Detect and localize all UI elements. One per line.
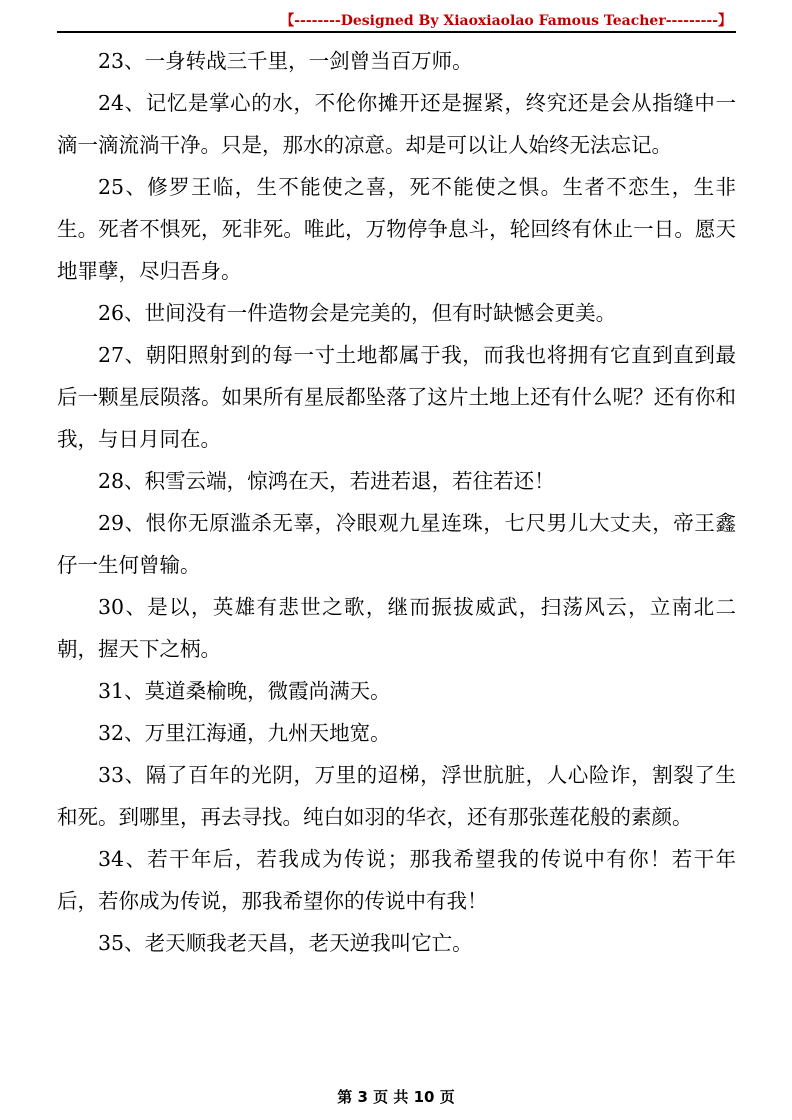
- paragraph-34: 34、若干年后，若我成为传说；那我希望我的传说中有你！若干年后，若你成为传说，那我希望你的传说中有我！: [57, 847, 736, 913]
- paragraph-28: 28、积雪云端，惊鸿在天，若进若退，若往若还！: [98, 469, 555, 493]
- page-number: 第 3 页 共 10 页: [337, 1088, 455, 1106]
- paragraph-32: 32、万里江海通，九州天地宽。: [98, 721, 391, 745]
- paragraph-31: 31、莫道桑榆晚，微霞尚满天。: [98, 679, 391, 703]
- paragraph-26: 26、世间没有一件造物会是完美的，但有时缺憾会更美。: [98, 301, 617, 325]
- page-header: 【--------Designed By Xiaoxiaolao Famous Teacher---------】: [280, 13, 732, 29]
- paragraph-25: 25、修罗王临，生不能使之喜，死不能使之惧。生者不恋生，生非生。死者不惧死，死非死。唯此，万物停争息斗，轮回终有休止一日。愿天地罪孽，尽归吾身。: [57, 175, 736, 283]
- paragraph-27: 27、朝阳照射到的每一寸土地都属于我，而我也将拥有它直到直到最后一颗星辰陨落。如果所有星辰都坠落了这片土地上还有什么呢？还有你和我，与日月同在。: [57, 343, 736, 451]
- paragraph-23: 23、一身转战三千里，一剑曾当百万师。: [98, 49, 473, 73]
- paragraph-33: 33、隔了百年的光阴，万里的迢梯，浮世肮脏，人心险诈，割裂了生和死。到哪里，再去寻找。纯白如羽的华衣，还有那张莲花般的素颜。: [57, 763, 736, 829]
- document-body: [57, 40, 736, 964]
- paragraph-24: 24、记忆是掌心的水，不伦你摊开还是握紧，终究还是会从指缝中一滴一滴流淌干净。只是，那水的凉意。却是可以让人始终无法忘记。: [57, 91, 736, 157]
- paragraph-30: 30、是以，英雄有悲世之歌，继而振拔威武，扫荡风云，立南北二朝，握天下之柄。: [57, 595, 736, 661]
- paragraph-35: 35、老天顺我老天昌，老天逆我叫它亡。: [98, 931, 473, 955]
- header-divider: [57, 31, 736, 33]
- paragraph-29: 29、恨你无原滥杀无辜，冷眼观九星连珠，七尺男儿大丈夫，帝王鑫仔一生何曾输。: [57, 511, 736, 577]
